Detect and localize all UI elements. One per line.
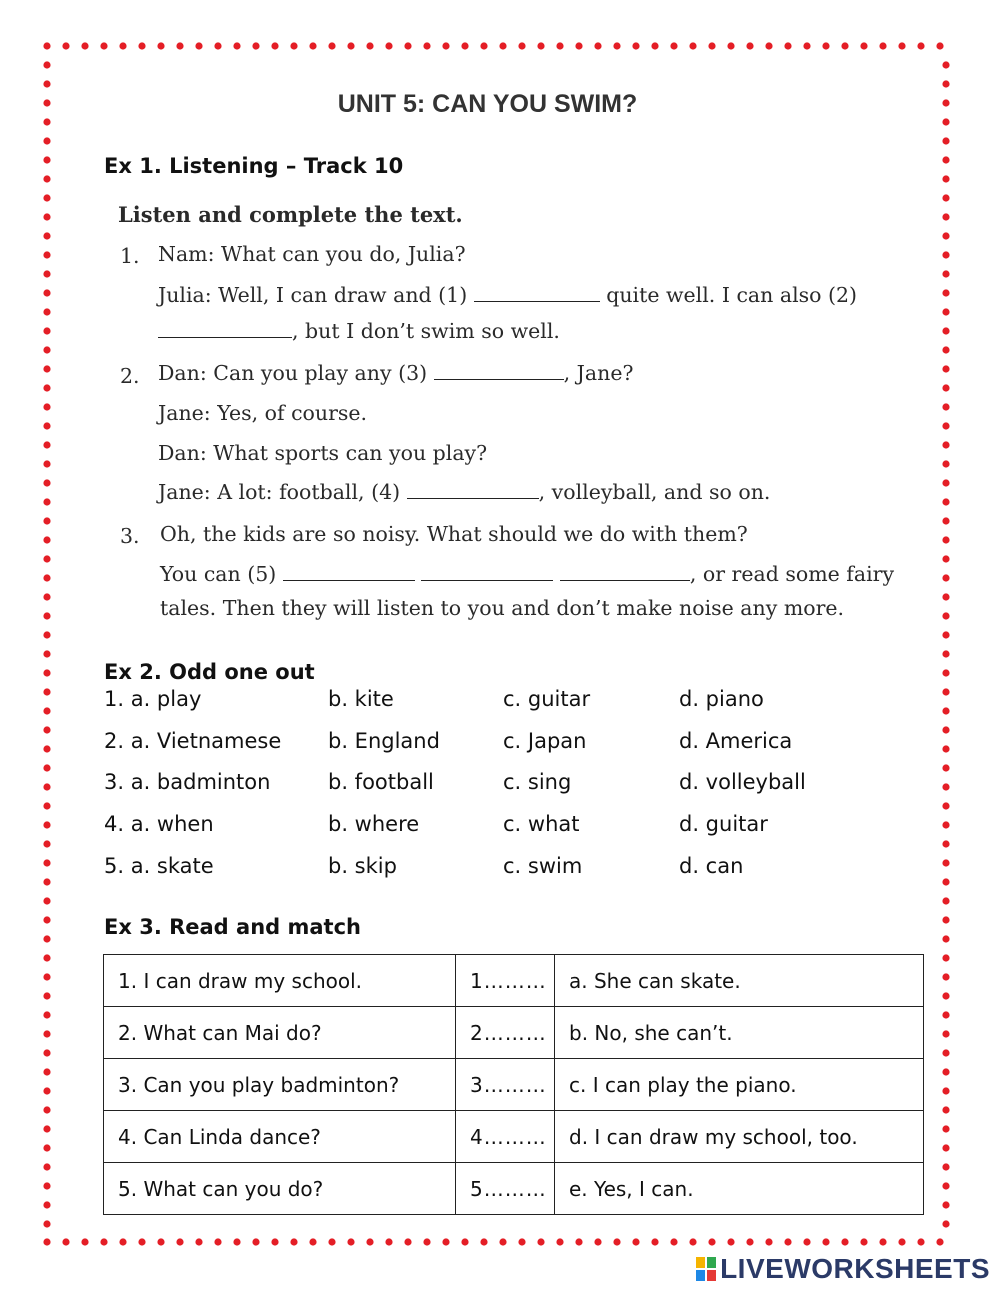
blank-5a[interactable] bbox=[283, 562, 415, 581]
border-dot bbox=[942, 1163, 949, 1170]
border-dot bbox=[43, 574, 50, 581]
border-dot bbox=[43, 194, 50, 201]
border-dot bbox=[708, 42, 715, 49]
ex1-line: tales. Then they will listen to you and don’t make noise any more. bbox=[160, 596, 845, 620]
border-dot bbox=[942, 878, 949, 885]
ex1-item-number: 3. bbox=[120, 524, 140, 548]
border-dot bbox=[670, 1238, 677, 1245]
border-dot bbox=[195, 42, 202, 49]
border-dot bbox=[594, 42, 601, 49]
option-c[interactable]: c. swim bbox=[503, 854, 583, 878]
border-dot bbox=[43, 631, 50, 638]
border-dot bbox=[385, 1238, 392, 1245]
ex1-line-text: , Jane? bbox=[563, 361, 634, 385]
border-dot bbox=[43, 308, 50, 315]
border-dot bbox=[670, 42, 677, 49]
border-dot bbox=[43, 764, 50, 771]
border-dot bbox=[942, 80, 949, 87]
border-dot bbox=[942, 688, 949, 695]
ex1-line: Nam: What can you do, Julia? bbox=[158, 242, 466, 266]
border-dot bbox=[942, 289, 949, 296]
border-dot bbox=[860, 1238, 867, 1245]
border-dot bbox=[879, 42, 886, 49]
border-dot bbox=[404, 42, 411, 49]
ex1-line-text: quite well. I can also (2) bbox=[599, 283, 858, 307]
ex1-item-number: 1. bbox=[120, 244, 140, 268]
option-b[interactable]: b. where bbox=[328, 812, 420, 836]
border-dot bbox=[43, 935, 50, 942]
border-dot bbox=[43, 80, 50, 87]
ex1-line bbox=[158, 283, 857, 307]
border-dot bbox=[613, 1238, 620, 1245]
border-dot bbox=[43, 498, 50, 505]
border-dot bbox=[442, 42, 449, 49]
border-dot bbox=[43, 61, 50, 68]
border-dot bbox=[518, 1238, 525, 1245]
border-dot bbox=[366, 42, 373, 49]
border-dot bbox=[480, 1238, 487, 1245]
border-dot bbox=[727, 42, 734, 49]
ex1-line-text: Dan: Can you play any (3) bbox=[158, 361, 434, 385]
border-dot bbox=[942, 1182, 949, 1189]
border-dot bbox=[43, 270, 50, 277]
border-dot bbox=[942, 517, 949, 524]
border-dot bbox=[290, 1238, 297, 1245]
border-dot bbox=[43, 992, 50, 999]
ex1-line bbox=[160, 562, 894, 586]
ex1-line-text: , or read some fairy bbox=[689, 562, 895, 586]
table-row bbox=[104, 1059, 924, 1111]
border-dot bbox=[43, 612, 50, 619]
ex1-line bbox=[158, 361, 633, 385]
option-c[interactable]: c. guitar bbox=[503, 687, 591, 711]
border-dot bbox=[942, 1220, 949, 1227]
ex1-line-text: , but I don’t swim so well. bbox=[292, 319, 560, 343]
border-dot bbox=[347, 42, 354, 49]
border-dot bbox=[43, 688, 50, 695]
border-dot bbox=[43, 327, 50, 334]
border-dot bbox=[942, 61, 949, 68]
border-dot bbox=[942, 460, 949, 467]
border-dot bbox=[942, 1125, 949, 1132]
border-dot bbox=[423, 42, 430, 49]
answer-input[interactable]: 5……… bbox=[456, 1163, 555, 1215]
option-b[interactable]: b. England bbox=[328, 729, 440, 753]
blank-4[interactable] bbox=[407, 480, 539, 499]
border-dot bbox=[784, 1238, 791, 1245]
table-row bbox=[104, 1111, 924, 1163]
border-dot bbox=[499, 1238, 506, 1245]
border-dot bbox=[43, 783, 50, 790]
border-dot bbox=[195, 1238, 202, 1245]
border-dot bbox=[43, 916, 50, 923]
option-b[interactable]: b. kite bbox=[328, 687, 394, 711]
option-d[interactable]: d. volleyball bbox=[679, 770, 806, 794]
border-dot bbox=[594, 1238, 601, 1245]
border-dot bbox=[556, 42, 563, 49]
ex1-line-text: You can (5) bbox=[160, 562, 283, 586]
border-dot bbox=[632, 42, 639, 49]
border-dot bbox=[43, 1125, 50, 1132]
border-dot bbox=[43, 897, 50, 904]
border-dot bbox=[942, 422, 949, 429]
blank-5b[interactable] bbox=[421, 562, 553, 581]
border-dot bbox=[942, 270, 949, 277]
border-dot bbox=[43, 403, 50, 410]
border-dot bbox=[347, 1238, 354, 1245]
border-dot bbox=[556, 1238, 563, 1245]
border-dot bbox=[43, 1163, 50, 1170]
border-dot bbox=[43, 1030, 50, 1037]
border-dot bbox=[942, 175, 949, 182]
border-dot bbox=[43, 251, 50, 258]
border-dot bbox=[708, 1238, 715, 1245]
option-a[interactable]: 5. a. skate bbox=[104, 854, 214, 878]
brand-text: LIVEWORKSHEETS bbox=[720, 1253, 990, 1284]
border-dot bbox=[43, 1106, 50, 1113]
border-dot bbox=[942, 1144, 949, 1151]
border-dot bbox=[727, 1238, 734, 1245]
border-dot bbox=[43, 821, 50, 828]
border-dot bbox=[233, 1238, 240, 1245]
table-row bbox=[104, 1007, 924, 1059]
border-dot bbox=[138, 1238, 145, 1245]
border-dot bbox=[942, 973, 949, 980]
option-d[interactable]: d. America bbox=[679, 729, 793, 753]
border-dot bbox=[942, 707, 949, 714]
border-dot bbox=[62, 1238, 69, 1245]
ex1-line-text: Julia: Well, I can draw and (1) bbox=[158, 283, 474, 307]
blank-1[interactable] bbox=[474, 283, 600, 302]
border-dot bbox=[43, 42, 50, 49]
option-c[interactable]: c. Japan bbox=[503, 729, 587, 753]
border-dot bbox=[822, 42, 829, 49]
answer-input[interactable]: 3……… bbox=[456, 1059, 555, 1111]
border-dot bbox=[942, 555, 949, 562]
border-dot bbox=[423, 1238, 430, 1245]
question-cell: 3. Can you play badminton? bbox=[104, 1059, 456, 1111]
border-dot bbox=[746, 42, 753, 49]
border-dot bbox=[942, 232, 949, 239]
question-cell: 4. Can Linda dance? bbox=[104, 1111, 456, 1163]
border-dot bbox=[252, 42, 259, 49]
border-dot bbox=[942, 1030, 949, 1037]
border-dot bbox=[784, 42, 791, 49]
border-dot bbox=[328, 42, 335, 49]
border-dot bbox=[575, 1238, 582, 1245]
border-dot bbox=[271, 42, 278, 49]
border-dot bbox=[942, 194, 949, 201]
page-title: UNIT 5: CAN YOU SWIM? bbox=[337, 90, 638, 118]
option-a[interactable]: 2. a. Vietnamese bbox=[104, 729, 282, 753]
border-dot bbox=[942, 479, 949, 486]
border-dot bbox=[942, 726, 949, 733]
border-dot bbox=[841, 1238, 848, 1245]
border-dot bbox=[942, 897, 949, 904]
border-dot bbox=[43, 954, 50, 961]
border-dot bbox=[942, 1201, 949, 1208]
border-dot bbox=[119, 1238, 126, 1245]
border-dot bbox=[942, 441, 949, 448]
border-dot bbox=[43, 156, 50, 163]
option-b[interactable]: b. skip bbox=[328, 854, 397, 878]
border-dot bbox=[499, 42, 506, 49]
border-dot bbox=[43, 213, 50, 220]
border-dot bbox=[100, 42, 107, 49]
border-dot bbox=[62, 42, 69, 49]
border-dot bbox=[942, 764, 949, 771]
border-dot bbox=[43, 1182, 50, 1189]
border-dot bbox=[176, 1238, 183, 1245]
border-dot bbox=[765, 42, 772, 49]
border-dot bbox=[328, 1238, 335, 1245]
border-dot bbox=[942, 992, 949, 999]
border-dot bbox=[942, 1087, 949, 1094]
border-dot bbox=[366, 1238, 373, 1245]
ex1-line-text: Jane: A lot: football, (4) bbox=[158, 480, 407, 504]
border-dot bbox=[461, 42, 468, 49]
response-cell: a. She can skate. bbox=[555, 955, 924, 1007]
border-dot bbox=[271, 1238, 278, 1245]
border-dot bbox=[917, 42, 924, 49]
ex2-heading: Ex 2. Odd one out bbox=[104, 660, 315, 684]
option-a[interactable]: 4. a. when bbox=[104, 812, 214, 836]
response-cell: d. I can draw my school, too. bbox=[555, 1111, 924, 1163]
border-dot bbox=[43, 878, 50, 885]
border-dot bbox=[942, 669, 949, 676]
ex1-item-number: 2. bbox=[120, 364, 140, 388]
ex1-heading: Ex 1. Listening – Track 10 bbox=[104, 154, 404, 178]
response-cell: e. Yes, I can. bbox=[555, 1163, 924, 1215]
border-dot bbox=[43, 1049, 50, 1056]
liveworksheets-logo bbox=[696, 1253, 990, 1285]
border-dot bbox=[942, 403, 949, 410]
read-and-match-table bbox=[103, 954, 924, 1215]
border-dot bbox=[898, 1238, 905, 1245]
border-dot bbox=[43, 555, 50, 562]
border-dot bbox=[942, 1106, 949, 1113]
border-dot bbox=[43, 1011, 50, 1018]
border-dot bbox=[860, 42, 867, 49]
border-dot bbox=[43, 460, 50, 467]
border-dot bbox=[43, 840, 50, 847]
option-c[interactable]: c. sing bbox=[503, 770, 572, 794]
blank-3[interactable] bbox=[434, 361, 564, 380]
ex1-line bbox=[158, 319, 560, 343]
border-dot bbox=[936, 1238, 943, 1245]
border-dot bbox=[942, 536, 949, 543]
border-dot bbox=[43, 479, 50, 486]
ex1-line: Oh, the kids are so noisy. What should we do with them? bbox=[160, 522, 748, 546]
border-dot bbox=[942, 612, 949, 619]
border-dot bbox=[942, 935, 949, 942]
border-dot bbox=[942, 631, 949, 638]
border-dot bbox=[518, 42, 525, 49]
border-dot bbox=[309, 1238, 316, 1245]
border-dot bbox=[942, 593, 949, 600]
border-dot bbox=[43, 289, 50, 296]
option-d[interactable]: d. piano bbox=[679, 687, 764, 711]
option-c[interactable]: c. what bbox=[503, 812, 580, 836]
border-dot bbox=[43, 1201, 50, 1208]
border-dot bbox=[632, 1238, 639, 1245]
border-dot bbox=[746, 1238, 753, 1245]
border-dot bbox=[942, 137, 949, 144]
border-dot bbox=[233, 42, 240, 49]
border-dot bbox=[43, 1220, 50, 1227]
blank-5c[interactable] bbox=[560, 562, 690, 581]
border-dot bbox=[942, 498, 949, 505]
border-dot bbox=[81, 1238, 88, 1245]
border-dot bbox=[942, 346, 949, 353]
border-dot bbox=[942, 118, 949, 125]
border-dot bbox=[252, 1238, 259, 1245]
border-dot bbox=[689, 1238, 696, 1245]
border-dot bbox=[480, 42, 487, 49]
border-dot bbox=[537, 42, 544, 49]
ex1-line: Jane: Yes, of course. bbox=[158, 401, 368, 425]
border-dot bbox=[43, 859, 50, 866]
border-dot bbox=[43, 365, 50, 372]
option-d[interactable]: d. guitar bbox=[679, 812, 768, 836]
border-dot bbox=[43, 973, 50, 980]
border-dot bbox=[803, 1238, 810, 1245]
liveworksheets-icon bbox=[696, 1257, 716, 1281]
border-dot bbox=[917, 1238, 924, 1245]
border-dot bbox=[942, 365, 949, 372]
border-dot bbox=[43, 536, 50, 543]
border-dot bbox=[689, 42, 696, 49]
blank-2[interactable] bbox=[158, 319, 292, 338]
option-a[interactable]: 1. a. play bbox=[104, 687, 202, 711]
answer-input[interactable]: 4……… bbox=[456, 1111, 555, 1163]
border-dot bbox=[942, 384, 949, 391]
ex3-heading: Ex 3. Read and match bbox=[104, 915, 361, 939]
border-dot bbox=[43, 1238, 50, 1245]
border-dot bbox=[43, 137, 50, 144]
border-dot bbox=[942, 745, 949, 752]
border-dot bbox=[43, 745, 50, 752]
response-cell: c. I can play the piano. bbox=[555, 1059, 924, 1111]
border-dot bbox=[461, 1238, 468, 1245]
border-dot bbox=[879, 1238, 886, 1245]
border-dot bbox=[942, 308, 949, 315]
table-row bbox=[104, 1163, 924, 1215]
border-dot bbox=[942, 802, 949, 809]
border-dot bbox=[43, 441, 50, 448]
border-dot bbox=[176, 42, 183, 49]
border-dot bbox=[385, 42, 392, 49]
answer-input[interactable]: 1……… bbox=[456, 955, 555, 1007]
border-dot bbox=[157, 42, 164, 49]
border-dot bbox=[942, 1011, 949, 1018]
table-row bbox=[104, 955, 924, 1007]
border-dot bbox=[765, 1238, 772, 1245]
border-dot bbox=[43, 346, 50, 353]
border-dot bbox=[43, 1144, 50, 1151]
border-dot bbox=[43, 707, 50, 714]
border-dot bbox=[898, 42, 905, 49]
border-dot bbox=[942, 1049, 949, 1056]
border-dot bbox=[803, 42, 810, 49]
border-dot bbox=[43, 232, 50, 239]
ex1-line-text: , volleyball, and so on. bbox=[538, 480, 771, 504]
border-dot bbox=[157, 1238, 164, 1245]
border-dot bbox=[43, 650, 50, 657]
border-dot bbox=[43, 422, 50, 429]
option-b[interactable]: b. football bbox=[328, 770, 434, 794]
border-dot bbox=[43, 384, 50, 391]
border-dot bbox=[942, 954, 949, 961]
option-d[interactable]: d. can bbox=[679, 854, 744, 878]
response-cell: b. No, she can’t. bbox=[555, 1007, 924, 1059]
border-dot bbox=[942, 840, 949, 847]
border-dot bbox=[575, 42, 582, 49]
border-dot bbox=[43, 726, 50, 733]
border-dot bbox=[119, 42, 126, 49]
ex1-line bbox=[158, 480, 770, 504]
border-dot bbox=[43, 593, 50, 600]
border-dot bbox=[404, 1238, 411, 1245]
border-dot bbox=[942, 251, 949, 258]
ex1-line: Dan: What sports can you play? bbox=[158, 441, 488, 465]
border-dot bbox=[942, 821, 949, 828]
border-dot bbox=[936, 42, 943, 49]
border-dot bbox=[651, 1238, 658, 1245]
ex1-instruction: Listen and complete the text. bbox=[118, 202, 463, 227]
border-dot bbox=[43, 1087, 50, 1094]
question-cell: 1. I can draw my school. bbox=[104, 955, 456, 1007]
border-dot bbox=[214, 1238, 221, 1245]
border-dot bbox=[43, 517, 50, 524]
border-dot bbox=[138, 42, 145, 49]
border-dot bbox=[942, 213, 949, 220]
border-dot bbox=[537, 1238, 544, 1245]
border-dot bbox=[942, 327, 949, 334]
border-dot bbox=[942, 650, 949, 657]
border-dot bbox=[100, 1238, 107, 1245]
border-dot bbox=[942, 916, 949, 923]
border-dot bbox=[822, 1238, 829, 1245]
border-dot bbox=[43, 1068, 50, 1075]
border-dot bbox=[309, 42, 316, 49]
border-dot bbox=[81, 42, 88, 49]
question-cell: 2. What can Mai do? bbox=[104, 1007, 456, 1059]
question-cell: 5. What can you do? bbox=[104, 1163, 456, 1215]
border-dot bbox=[290, 42, 297, 49]
border-dot bbox=[841, 42, 848, 49]
border-dot bbox=[43, 669, 50, 676]
border-dot bbox=[43, 118, 50, 125]
border-dot bbox=[43, 175, 50, 182]
border-dot bbox=[942, 574, 949, 581]
border-dot bbox=[942, 783, 949, 790]
border-dot bbox=[942, 859, 949, 866]
answer-input[interactable]: 2……… bbox=[456, 1007, 555, 1059]
border-dot bbox=[651, 42, 658, 49]
border-dot bbox=[43, 802, 50, 809]
border-dot bbox=[613, 42, 620, 49]
option-a[interactable]: 3. a. badminton bbox=[104, 770, 271, 794]
border-dot bbox=[942, 156, 949, 163]
border-dot bbox=[942, 1068, 949, 1075]
border-dot bbox=[442, 1238, 449, 1245]
border-dot bbox=[214, 42, 221, 49]
